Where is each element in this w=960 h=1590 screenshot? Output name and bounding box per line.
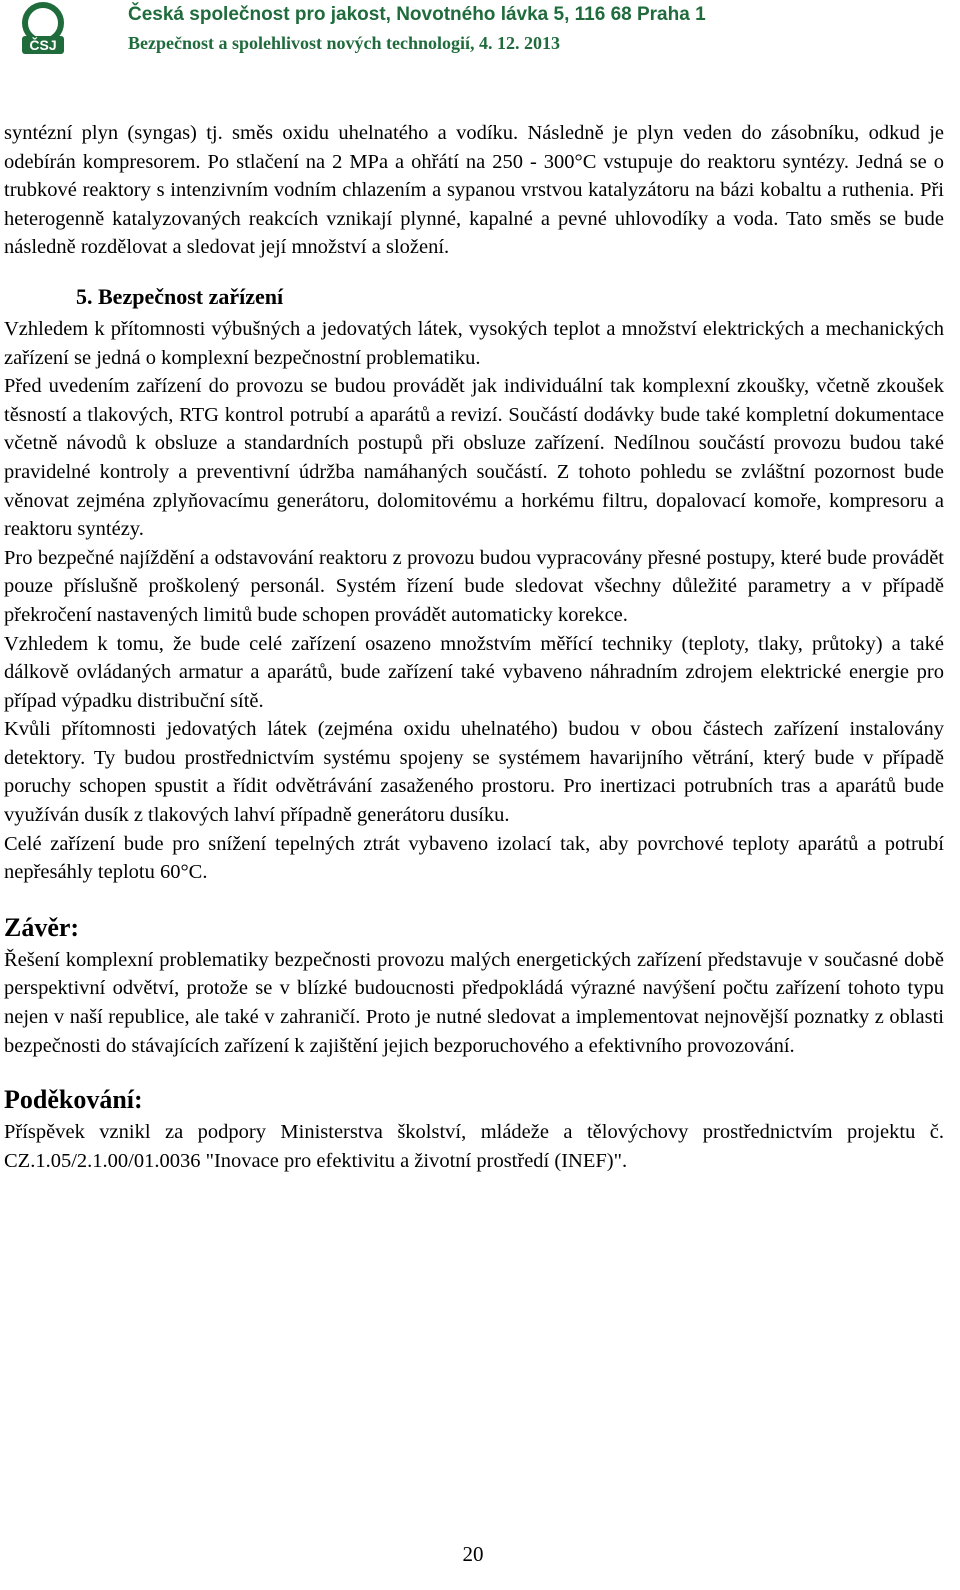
csj-logo-icon (14, 2, 72, 56)
acknowledgement-paragraph: Příspěvek vznikl za podpory Ministerstva školství, mládeže a tělovýchovy prostřednictvím projektu č. CZ.1.05/2.1.00/01.0036 "Inovace pro efektivitu a životní prostředí (INEF)". (4, 1121, 944, 1172)
intro-paragraph: syntézní plyn (syngas) tj. směs oxidu uhelnatého a vodíku. Následně je plyn veden do zásobníku, odkud je odebírán kompresorem. Po stlačení na 2 MPa a ohřátí na 250 - 300°C vstupuje do reaktoru syntézy. Jedná se o trubkové reaktory s intenzivním vodním chlazením a sypanou vrstvou katalyzátoru na bázi kobaltu a ruthenia. Při heterogenně katalyzovaných reakcích vznikají plynné, kapalné a pevné uhlovodíky a voda. Tato směs se bude následně rozdělovat a sledovat její množství a složení. (4, 122, 944, 259)
conclusion-heading: Závěr: (4, 912, 80, 942)
page-content (4, 119, 944, 1175)
header-conference: Bezpečnost a spolehlivost nových technologií, 4. 12. 2013 (128, 33, 561, 53)
header-organization: Česká společnost pro jakost, Novotného lávka 5, 116 68 Praha 1 (128, 4, 706, 25)
section-5-paragraph: Vzhledem k přítomnosti výbušných a jedovatých látek, vysokých teplot a množství elektrických a mechanických zařízení se jedná o komplexní bezpečnostní problematiku. (4, 317, 944, 369)
page-header (0, 0, 960, 60)
section-5-paragraph: Pro bezpečné najíždění a odstavování reaktoru z provozu budou vypracovány přesné postupy, které bude provádět pouze příslušně proškolený personál. Systém řízení bude sledovat všechny důležité parametry a v případě překročení nastavených limitů bude schopen provádět automaticky korekce. (4, 546, 944, 626)
page-number: 20 (462, 1542, 484, 1566)
section-5-paragraph: Celé zařízení bude pro snížení tepelných ztrát vybaveno izolací tak, aby povrchové teploty aparátů a potrubí nepřesáhly teplotu 60°C. (4, 832, 944, 884)
section-5-heading: 5. Bezpečnost zařízení (76, 283, 284, 309)
conclusion-paragraph: Řešení komplexní problematiky bezpečnosti provozu malých energetických zařízení představuje v současné době perspektivní odvětví, protože se v blízké budoucnosti předpokládá výrazné navýšení počtu zařízení tohoto typu nejen v naší republice, ale také v zahraničí. Proto je nutné sledovat a implementovat nejnovější poznatky z oblasti bezpečnosti do stávajících zařízení k zajištění jejich bezporuchového a efektivního provozování. (4, 948, 944, 1057)
section-5-paragraph: Vzhledem k tomu, že bude celé zařízení osazeno množstvím měřící techniky (teploty, tlaky, průtoky) a také dálkově ovládaných armatur a aparátů, bude zařízení také vybaveno náhradním zdrojem elektrické energie pro případ výpadku distribuční sítě. (4, 632, 944, 712)
section-5-paragraph: Před uvedením zařízení do provozu se budou provádět jak individuální tak komplexní zkoušky, včetně zkoušek těsností a tlakových, RTG kontrol potrubí a aparátů a revizí. Součástí dodávky bude také kompletní dokumentace včetně návodů k obsluze a standardních postupů při obsluze zařízení. Nedílnou součástí provozu budou také pravidelné kontroly a preventivní údržba namáhaných součástí. Z tohoto pohledu se zvláštní pozornost bude věnovat zejména zplyňovacímu generátoru, dolomitovému a horkému filtru, dopalovací komoře, kompresoru a reaktoru syntézy. (4, 375, 944, 541)
section-5-paragraph: Kvůli přítomnosti jedovatých látek (zejména oxidu uhelnatého) budou v obou částech zařízení instalovány detektory. Ty budou prostřednictvím systému spojeny se systémem havarijního větrání, který bude v případě poruchy schopen spustit a řídit odvětrávání zasaženého prostoru. Pro inertizaci potrubních tras a aparátů bude využíván dusík z tlakových lahví případně generátoru dusíku. (4, 718, 944, 827)
acknowledgement-heading: Poděkování: (4, 1085, 143, 1115)
logo-text: ČSJ (29, 37, 57, 53)
